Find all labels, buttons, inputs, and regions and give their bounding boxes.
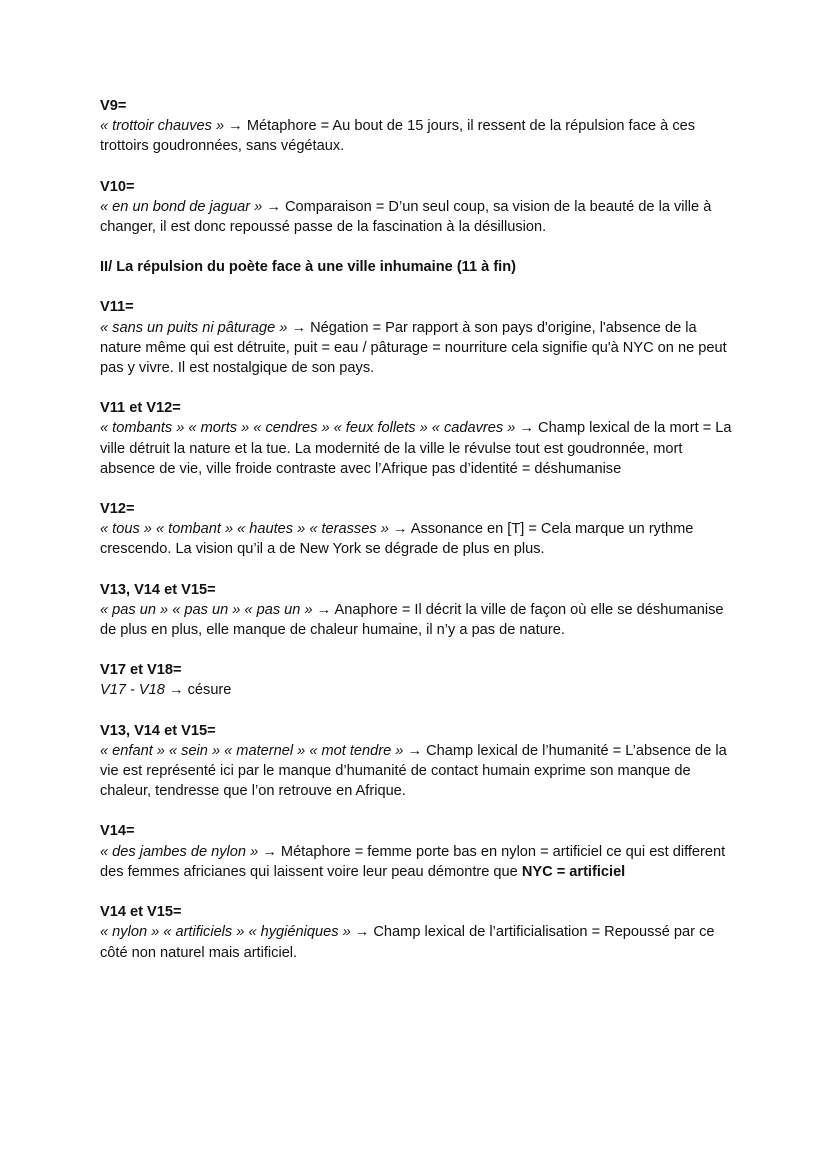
section-body — [100, 680, 740, 700]
analysis-text: → Assonance en [T] = Cela marque un rythme crescendo. La vision qu’il a de New York se dégrade de plus en plus. — [100, 521, 694, 558]
section-v9 — [100, 96, 740, 157]
quote-text: « sans un puits ni pâturage » — [100, 319, 288, 336]
analysis-text: → Champ lexical de l’artificialisation = Repoussé par ce côté non naturel mais artificiel. — [100, 924, 715, 961]
section-body — [100, 197, 740, 237]
quote-text: « tous » « tombant » « hautes » « terasses » — [100, 521, 389, 538]
section-v14 — [100, 821, 740, 882]
section-heading: V14 et V15= — [100, 904, 182, 921]
analysis-text: → Comparaison = D’un seul coup, sa vision de la beauté de la ville à changer, il est donc repoussé passe de la fascination à la désillusion. — [100, 198, 712, 236]
part-title: II/ La répulsion du poète face à une ville inhumaine (11 à fin) — [100, 259, 517, 276]
quote-text: « des jambes de nylon » — [100, 843, 259, 860]
section-heading: V13, V14 et V15= — [100, 581, 216, 598]
section-heading: V11 et V12= — [100, 400, 181, 417]
analysis-text: → Négation = Par rapport à son pays d'origine, l'absence de la nature même qui est détruite, puit = eau / pâturage = nourriture cela signifie qu'à NYC on ne peut pas y vivre. Il est nostalgique de son pays. — [100, 319, 727, 377]
section-heading: V10= — [100, 178, 135, 195]
analysis-text: → Champ lexical de l’humanité = L’absence de la vie est représenté ici par le manque d’humanité de contact humain exprime son manque de chaleur, tendresse que l’on retrouve en Afrique. — [100, 742, 727, 800]
section-heading: V14= — [100, 823, 135, 840]
section-body — [100, 116, 740, 156]
analysis-text: → Métaphore = Au bout de 15 jours, il ressent de la répulsion face à ces trottoirs goudronnées, sans végétaux. — [100, 118, 696, 155]
analysis-text: → Champ lexical de la mort = La ville détruit la nature et la tue. La modernité de la ville le révulse tout est goudronnée, mort absence de vie, ville froide contraste avec l’Afrique pas d’identité = déshumanise — [100, 420, 732, 477]
section-heading: V17 et V18= — [100, 662, 182, 679]
quote-text: « pas un » « pas un » « pas un » — [100, 601, 313, 618]
section-body — [100, 842, 740, 882]
section-v11-v12 — [100, 398, 740, 479]
section-v10 — [100, 177, 740, 238]
section-body — [100, 741, 740, 802]
analysis-text: → Métaphore = femme porte bas en nylon = artificiel ce qui est different des femmes africianes qui laissent voire leur peau démontre que — [100, 843, 726, 880]
section-body — [100, 318, 740, 379]
section-v13-v14-v15-humanite — [100, 721, 740, 802]
section-heading: V11= — [100, 299, 134, 316]
quote-text: « en un bond de jaguar » — [100, 198, 263, 215]
section-body — [100, 519, 740, 559]
section-v13-v14-v15 — [100, 580, 740, 641]
section-heading: V12= — [100, 501, 135, 518]
section-heading: V13, V14 et V15= — [100, 722, 216, 739]
quote-text: « trottoir chauves » — [100, 118, 225, 135]
quote-text: V17 - V18 — [100, 682, 165, 699]
section-v17-v18 — [100, 660, 740, 700]
section-v11 — [100, 297, 740, 378]
section-body — [100, 600, 740, 640]
analysis-text: → césure — [164, 682, 232, 699]
section-v14-v15 — [100, 902, 740, 963]
section-v12 — [100, 499, 740, 560]
section-body — [100, 922, 740, 962]
quote-text: « tombants » « morts » « cendres » « feux follets » « cadavres » — [100, 420, 516, 437]
analysis-text: → Anaphore = Il décrit la ville de façon où elle se déshumanise de plus en plus, elle manque de chaleur humaine, il n’y a pas de nature. — [100, 601, 724, 639]
section-body — [100, 418, 740, 479]
section-heading: V9= — [100, 98, 127, 114]
emphasis-text: NYC = artificiel — [521, 863, 626, 880]
quote-text: « nylon » « artificiels » « hygiéniques » — [100, 924, 351, 941]
quote-text: « enfant » « sein » « maternel » « mot tendre » — [100, 742, 404, 759]
document-page — [100, 96, 740, 983]
